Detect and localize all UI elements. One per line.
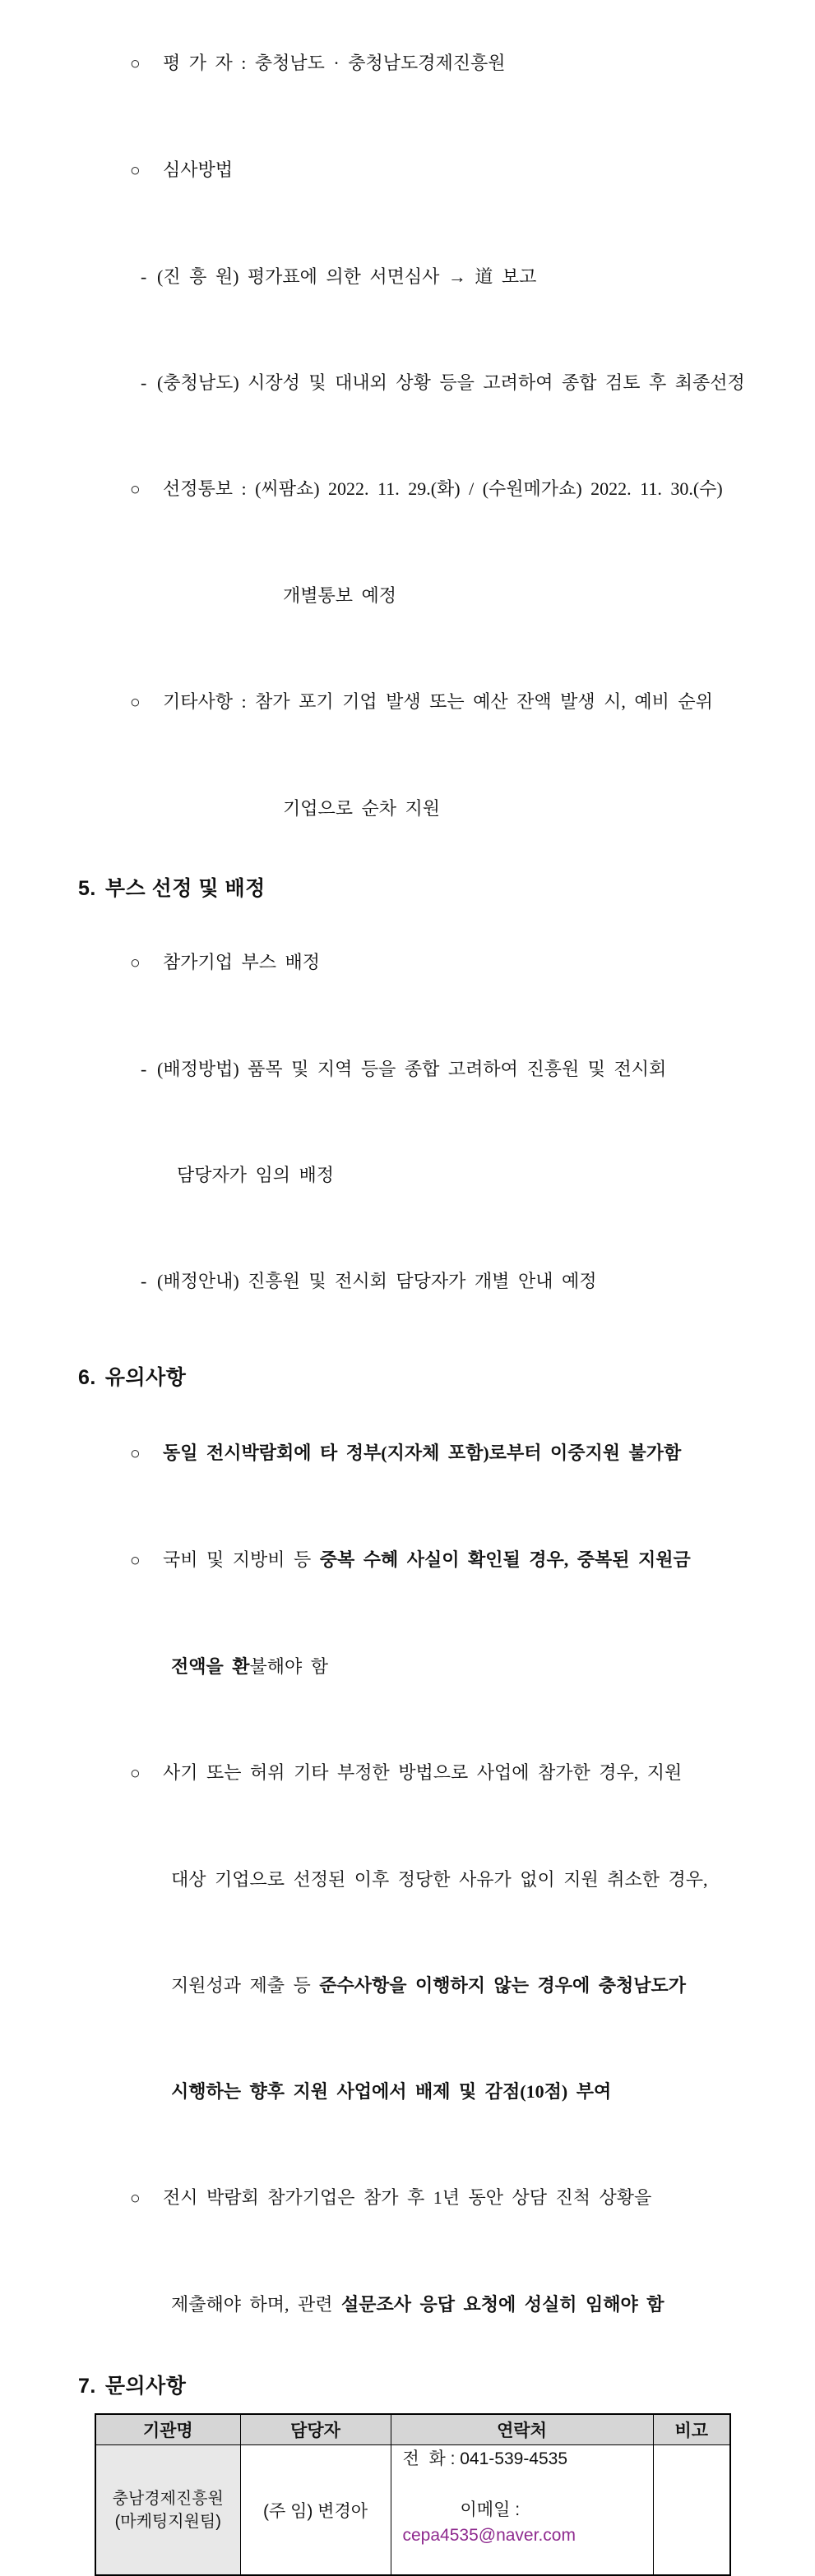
line-text: 기업으로 순차 지원 bbox=[283, 798, 441, 819]
line-notice-duplicate-benefit bbox=[78, 1507, 794, 1613]
line-text: 시행하는 향후 지원 사업에서 배제 및 감점(10점) 부여 bbox=[171, 2081, 612, 2102]
circle-bullet-icon: ○ bbox=[130, 1550, 141, 1570]
intro-block bbox=[78, 10, 794, 861]
line-review-method-agency bbox=[78, 224, 794, 330]
section-title: 유의사항 bbox=[104, 1366, 187, 1389]
section-6-heading bbox=[78, 1364, 794, 1392]
line-notice-fraud-cont-2 bbox=[78, 1932, 794, 2038]
phone-line: 전 화 : 041-539-4535 bbox=[402, 2449, 568, 2468]
line-other-matters-cont bbox=[78, 755, 794, 861]
line-notice-survey-cont bbox=[78, 2251, 794, 2357]
organization-team: (마케팅지원팀) bbox=[114, 2512, 221, 2531]
person-cell: (주 임) 변경아 bbox=[240, 2445, 391, 2576]
line-review-method-province bbox=[78, 330, 794, 436]
organization-cell bbox=[95, 2445, 240, 2576]
line-assignment-notice bbox=[78, 1228, 794, 1334]
line-text: 지원성과 제출 등 준수사항을 이행하지 않는 경우에 충청남도가 bbox=[171, 1975, 687, 1996]
col-header-note: 비고 bbox=[653, 2414, 730, 2445]
line-text: 심사방법 bbox=[163, 159, 234, 180]
section-number: 5. bbox=[78, 877, 96, 900]
line-text: 국비 및 지방비 등 중복 수혜 사실이 확인될 경우, 중복된 지원금 bbox=[163, 1549, 691, 1570]
contact-cell bbox=[391, 2445, 653, 2576]
line-selection-notice bbox=[78, 436, 794, 542]
line-review-method bbox=[78, 117, 794, 224]
section-5-heading bbox=[78, 875, 794, 903]
line-text: (배정방법) 품목 및 지역 등을 종합 고려하여 진흥원 및 전시회 bbox=[157, 1059, 667, 1079]
dash-bullet-icon: - bbox=[141, 1059, 147, 1079]
circle-bullet-icon: ○ bbox=[130, 479, 141, 499]
line-text: 기타사항 : 참가 포기 기업 발생 또는 예산 잔액 발생 시, 예비 순위 bbox=[163, 691, 713, 712]
line-text: 대상 기업으로 선정된 이후 정당한 사유가 없이 지원 취소한 경우, bbox=[171, 1869, 708, 1890]
circle-bullet-icon: ○ bbox=[130, 1443, 141, 1463]
section-number: 7. bbox=[78, 2375, 96, 2398]
circle-bullet-icon: ○ bbox=[130, 2188, 141, 2208]
line-text: 전시 박람회 참가기업은 참가 후 1년 동안 상담 진척 상황을 bbox=[163, 2187, 652, 2208]
section-title: 문의사항 bbox=[104, 2375, 187, 2398]
line-text: (충청남도) 시장성 및 대내외 상황 등을 고려하여 종합 검토 후 최종선정 bbox=[157, 372, 745, 393]
note-cell bbox=[653, 2445, 730, 2576]
line-text: 평 가 자 : 충청남도 · 충청남도경제진흥원 bbox=[163, 53, 506, 73]
line-text: 사기 또는 허위 기타 부정한 방법으로 사업에 참가한 경우, 지원 bbox=[163, 1762, 683, 1783]
line-text: 참가기업 부스 배정 bbox=[163, 952, 321, 972]
dash-bullet-icon: - bbox=[141, 266, 147, 287]
section-title: 부스 선정 및 배정 bbox=[104, 877, 266, 900]
dash-bullet-icon: - bbox=[141, 1271, 147, 1291]
line-other-matters bbox=[78, 649, 794, 755]
col-header-person: 담당자 bbox=[240, 2414, 391, 2445]
email-link[interactable]: cepa4535@naver.com bbox=[402, 2526, 576, 2545]
section-6-block bbox=[78, 1400, 794, 2357]
line-text: 제출해야 하며, 관련 설문조사 응답 요청에 성실히 임해야 함 bbox=[171, 2294, 665, 2315]
email-line bbox=[403, 2472, 652, 2574]
line-notice-duplicate-benefit-cont bbox=[78, 1613, 794, 1720]
table-header-row bbox=[95, 2414, 730, 2445]
line-notice-fraud-cont-1 bbox=[78, 1826, 794, 1932]
table-row bbox=[95, 2445, 730, 2576]
line-notice-fraud-cont-3 bbox=[78, 2038, 794, 2144]
section-number: 6. bbox=[78, 1366, 96, 1389]
circle-bullet-icon: ○ bbox=[130, 160, 141, 180]
line-text: 선정통보 : (씨팜쇼) 2022. 11. 29.(화) / (수원메가쇼) 2022. 11. 30.(수) bbox=[163, 478, 723, 499]
circle-bullet-icon: ○ bbox=[130, 1763, 141, 1783]
line-text: 전액을 환불해야 함 bbox=[171, 1656, 329, 1677]
line-notice-survey bbox=[78, 2144, 794, 2251]
line-text: 담당자가 임의 배정 bbox=[177, 1165, 335, 1185]
col-header-contact: 연락처 bbox=[391, 2414, 653, 2445]
line-notice-no-double-support bbox=[78, 1400, 794, 1507]
line-selection-notice-cont bbox=[78, 542, 794, 649]
line-notice-fraud bbox=[78, 1720, 794, 1826]
email-label: 이메일 : bbox=[460, 2500, 525, 2519]
organization-name: 충남경제진흥원 bbox=[112, 2489, 224, 2508]
line-evaluator bbox=[78, 10, 794, 117]
line-text: 개별통보 예정 bbox=[283, 585, 397, 606]
contact-table bbox=[95, 2413, 731, 2576]
line-text: (배정안내) 진흥원 및 전시회 담당자가 개별 안내 예정 bbox=[157, 1271, 597, 1291]
line-text: (진 흥 원) 평가표에 의한 서면심사 → 道 보고 bbox=[157, 266, 537, 287]
circle-bullet-icon: ○ bbox=[130, 53, 141, 73]
section-7-heading bbox=[78, 2372, 794, 2400]
line-assignment-method-cont bbox=[78, 1122, 794, 1228]
circle-bullet-icon: ○ bbox=[130, 692, 141, 712]
dash-bullet-icon: - bbox=[141, 372, 147, 393]
line-text: 동일 전시박람회에 타 정부(지자체 포함)로부터 이중지원 불가함 bbox=[163, 1443, 682, 1463]
line-assignment-method bbox=[78, 1016, 794, 1122]
col-header-organization: 기관명 bbox=[95, 2414, 240, 2445]
line-booth-assignment bbox=[78, 909, 794, 1016]
section-5-block bbox=[78, 909, 794, 1334]
circle-bullet-icon: ○ bbox=[130, 953, 141, 972]
